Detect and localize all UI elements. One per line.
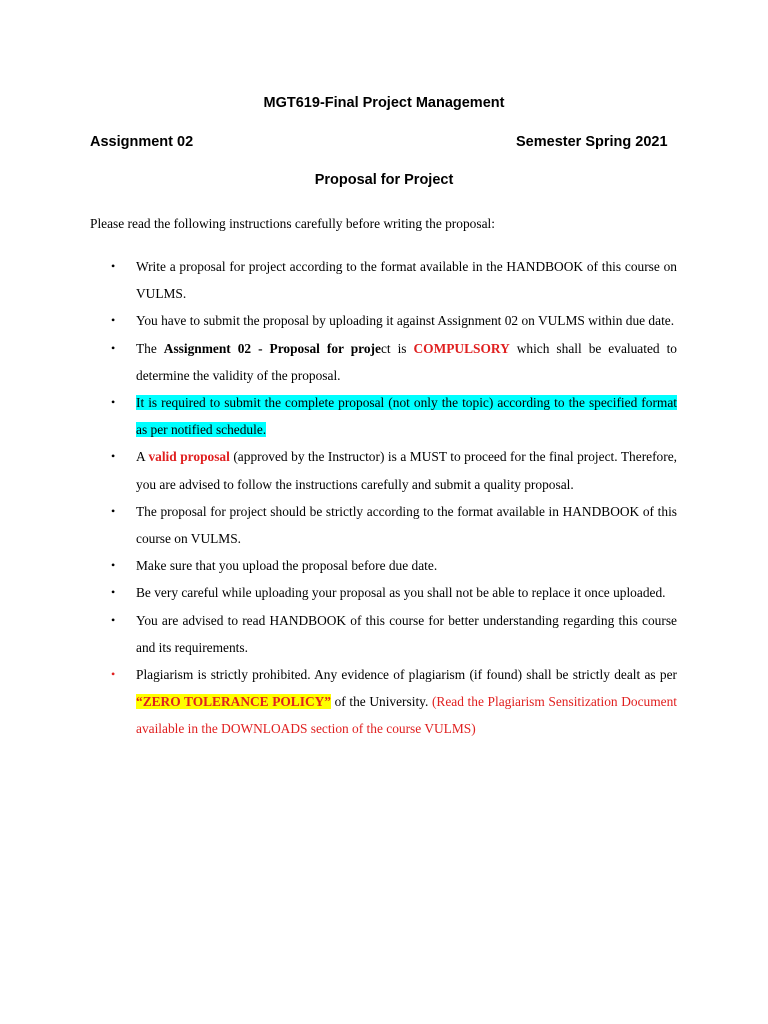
list-item (0, 389, 677, 443)
item-text: Write a proposal for project according to the format available in the HANDBOOK of this course on VULMS. (136, 259, 677, 302)
item-text: which shall be evaluated to determine the validity of the proposal. (136, 340, 678, 383)
intro-text: Please read the following instructions carefully before writing the proposal: (90, 216, 495, 231)
item-text: The proposal for project should be strictly according to the format available in HANDBOOK of this course on VULMS. (136, 503, 677, 547)
item-text: Be very careful while uploading your proposal as you shall not be able to replace it once uploaded. (136, 585, 666, 601)
list-item (0, 552, 677, 579)
list-item (0, 335, 677, 389)
semester-label: Semester Spring 2021 (516, 134, 668, 150)
plagiarism-note: (Read the Plagiarism Sensitization Document available in the DOWNLOADS section of the course VULMS) (136, 694, 677, 737)
bullet-icon: • (111, 667, 116, 682)
document-title: MGT619-Final Project Management (263, 95, 505, 111)
list-item (0, 443, 677, 497)
bullet-icon: • (111, 612, 116, 627)
list-item (0, 307, 677, 334)
bullet-icon: • (111, 313, 116, 328)
list-item (0, 607, 677, 661)
item-text: Make sure that you upload the proposal before due date. (136, 558, 438, 574)
bullet-icon: • (111, 449, 116, 464)
zero-tolerance-emphasis: “ZERO TOLERANCE POLICY” (136, 694, 331, 710)
bullet-icon: • (111, 259, 116, 273)
item-text: A (136, 449, 149, 465)
item-text: You have to submit the proposal by uploading it against Assignment 02 on VULMS within due date. (136, 313, 675, 329)
list-item (0, 661, 677, 743)
bullet-icon: • (111, 395, 116, 410)
item-text: ct is (380, 340, 414, 356)
section-title: Proposal for Project (314, 172, 454, 188)
item-text: of the University. (330, 694, 432, 710)
valid-proposal-emphasis: valid proposal (148, 449, 230, 465)
highlighted-item-text: It is required to submit the complete proposal (not only the topic) according to the specified format as per notified schedule. (136, 395, 677, 438)
item-text: The (136, 340, 164, 356)
instruction-list (0, 253, 768, 743)
item-text: Plagiarism is strictly prohibited. Any evidence of plagiarism (if found) shall be strictly dealt as per (136, 667, 677, 683)
item-text-bold: Assignment 02 - Proposal for proje (163, 340, 381, 356)
bullet-icon: • (111, 558, 116, 573)
assignment-label: Assignment 02 (90, 134, 194, 150)
list-item (0, 579, 677, 606)
item-text: (approved by the Instructor) is a MUST to proceed for the final project. Therefore, you are advised to follow the instructions carefully and submit a quality proposal. (136, 449, 677, 492)
list-item (0, 253, 677, 307)
bullet-icon: • (111, 503, 116, 518)
compulsory-emphasis: COMPULSORY (413, 340, 510, 356)
list-item (0, 498, 677, 552)
bullet-icon: • (111, 585, 116, 600)
bullet-icon: • (111, 340, 116, 355)
item-text: You are advised to read HANDBOOK of this course for better understanding regarding this course and its requirements. (136, 612, 677, 655)
